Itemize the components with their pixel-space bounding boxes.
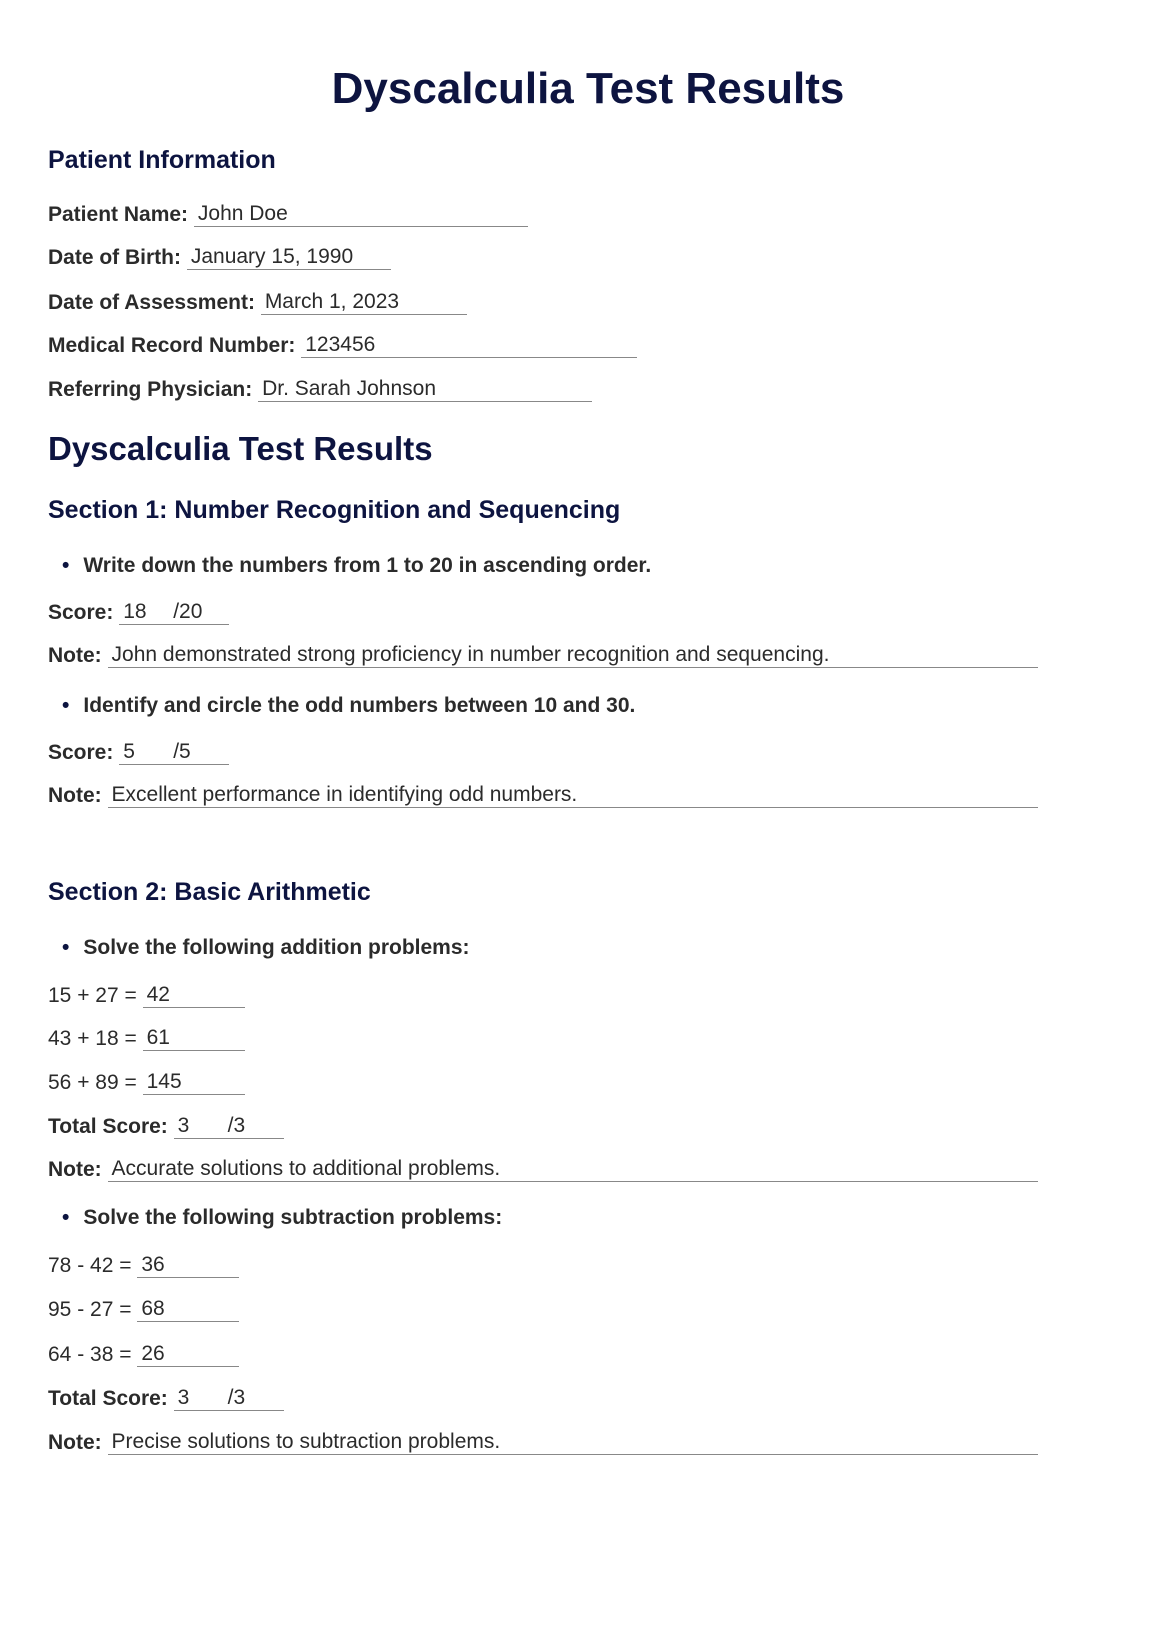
note-row — [48, 1430, 1038, 1455]
patient-name-row — [48, 202, 528, 227]
task-item: • Identify and circle the odd numbers between 10 and 30. — [62, 694, 635, 718]
problem-row — [48, 1070, 245, 1095]
score-max: /5 — [169, 740, 229, 765]
results-heading: Dyscalculia Test Results — [48, 430, 433, 467]
note-label: Note: — [48, 644, 102, 667]
score-max: /20 — [169, 600, 229, 625]
note-label: Note: — [48, 1431, 102, 1454]
score-field[interactable]: 3 — [174, 1114, 224, 1139]
field-label: Patient Name: — [48, 203, 189, 226]
score-max: /3 — [224, 1114, 284, 1139]
mrn-row — [48, 333, 637, 358]
assessment-date-field[interactable]: March 1, 2023 — [261, 290, 467, 315]
problem-question: 43 + 18 = — [48, 1027, 137, 1050]
patient-info-heading: Patient Information — [48, 146, 276, 174]
score-row — [48, 740, 229, 765]
physician-field[interactable]: Dr. Sarah Johnson — [258, 377, 592, 402]
note-row — [48, 643, 1038, 668]
answer-field[interactable]: 42 — [143, 983, 245, 1008]
problem-question: 95 - 27 = — [48, 1298, 132, 1321]
task-item: • Write down the numbers from 1 to 20 in ascending order. — [62, 554, 651, 578]
score-field[interactable]: 18 — [119, 600, 169, 625]
field-label: Medical Record Number: — [48, 334, 296, 357]
score-label: Score: — [48, 601, 114, 624]
answer-field[interactable]: 145 — [143, 1070, 245, 1095]
note-label: Note: — [48, 1158, 102, 1181]
task-item: • Solve the following addition problems: — [62, 936, 470, 960]
problem-row — [48, 1342, 239, 1367]
problem-row — [48, 1253, 239, 1278]
note-label: Note: — [48, 784, 102, 807]
score-row — [48, 1386, 284, 1411]
problem-question: 78 - 42 = — [48, 1254, 132, 1277]
note-row — [48, 1157, 1038, 1182]
dob-field[interactable]: January 15, 1990 — [187, 245, 391, 270]
note-field[interactable]: Accurate solutions to additional problems. — [108, 1157, 1038, 1182]
problem-question: 64 - 38 = — [48, 1343, 132, 1366]
task-item: • Solve the following subtraction problems: — [62, 1206, 502, 1230]
answer-field[interactable]: 61 — [143, 1026, 245, 1051]
note-field[interactable]: John demonstrated strong proficiency in number recognition and sequencing. — [108, 643, 1038, 668]
patient-name-field[interactable]: John Doe — [194, 202, 528, 227]
score-label: Total Score: — [48, 1387, 168, 1410]
dob-row — [48, 245, 391, 270]
problem-row — [48, 983, 245, 1008]
field-label: Date of Birth: — [48, 246, 181, 269]
physician-row — [48, 377, 592, 402]
problem-row — [48, 1297, 239, 1322]
score-row — [48, 600, 229, 625]
note-field[interactable]: Excellent performance in identifying odd numbers. — [108, 783, 1038, 808]
problem-question: 56 + 89 = — [48, 1071, 137, 1094]
field-label: Date of Assessment: — [48, 291, 255, 314]
answer-field[interactable]: 26 — [137, 1342, 239, 1367]
score-field[interactable]: 5 — [119, 740, 169, 765]
answer-field[interactable]: 36 — [137, 1253, 239, 1278]
problem-row — [48, 1026, 245, 1051]
document-title: Dyscalculia Test Results — [331, 64, 845, 113]
assessment-date-row — [48, 290, 467, 315]
answer-field[interactable]: 68 — [137, 1297, 239, 1322]
score-label: Total Score: — [48, 1115, 168, 1138]
score-label: Score: — [48, 741, 114, 764]
problem-question: 15 + 27 = — [48, 984, 137, 1007]
score-max: /3 — [224, 1386, 284, 1411]
score-field[interactable]: 3 — [174, 1386, 224, 1411]
mrn-field[interactable]: 123456 — [301, 333, 637, 358]
note-field[interactable]: Precise solutions to subtraction problems. — [108, 1430, 1038, 1455]
field-label: Referring Physician: — [48, 378, 253, 401]
section2-heading: Section 2: Basic Arithmetic — [48, 878, 371, 906]
score-row — [48, 1114, 284, 1139]
note-row — [48, 783, 1038, 808]
section1-heading: Section 1: Number Recognition and Sequencing — [48, 496, 621, 524]
